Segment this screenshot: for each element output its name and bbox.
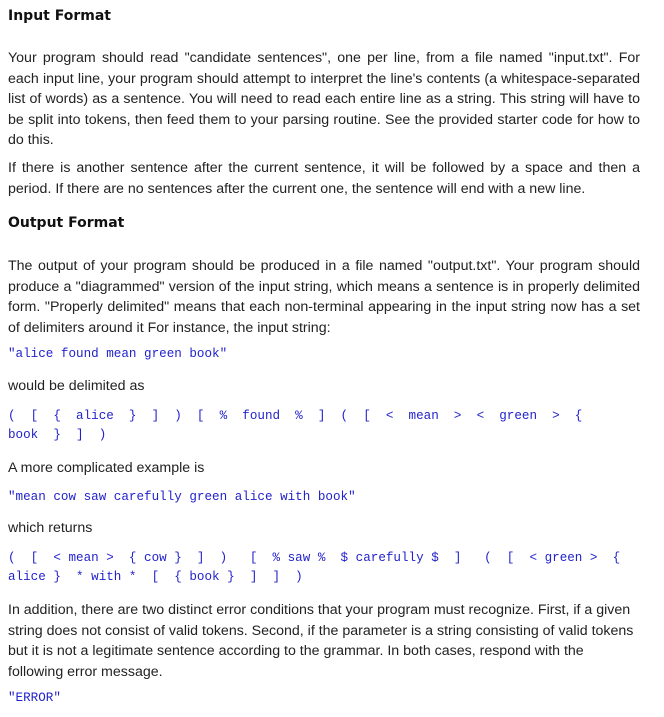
example-2-caption: which returns (8, 520, 93, 536)
output-format-paragraph-1: The output of your program should be produced in a file named "output.txt". Your program should produce a "diagrammed" version of the input string, which means a sentence is in properly delimited form. "Properly delimited" means that each non-terminal appearing in the input string now has a set of delimiters around it For instance, the input string: (8, 258, 640, 336)
output-format-heading: Output Format (8, 215, 125, 231)
error-conditions-paragraph: In addition, there are two distinct error conditions that your program must recognize. First, if a given string does not consist of valid tokens. Second, if the parameter is a string consisting of valid tokens but it is not a legitimate sentence according to the grammar. In both cases, respond with the following error message. (8, 602, 634, 680)
error-message-code: "ERROR" (8, 691, 61, 705)
example-1-output-line-2: book } ] ) (8, 428, 107, 442)
example-2-output-line-1: ( [ < mean > { cow } ] ) [ % saw % $ carefully $ ] ( [ < green > { (8, 551, 621, 565)
example-1-input-code: "alice found mean green book" (8, 347, 228, 361)
input-format-heading: Input Format (8, 8, 111, 24)
example-1-caption: would be delimited as (8, 378, 145, 394)
input-format-paragraph-2: If there is another sentence after the current sentence, it will be followed by a space and then a period. If there are no sentences after the current one, the sentence will end with a new line. (8, 160, 640, 197)
complex-example-intro: A more complicated example is (8, 460, 205, 476)
example-2-input-code: "mean cow saw carefully green alice with book" (8, 490, 356, 504)
example-1-output-line-1: ( [ { alice } ] ) [ % found % ] ( [ < mean > < green > { (8, 409, 583, 423)
example-2-output-line-2: alice } * with * [ { book } ] ] ) (8, 570, 303, 584)
input-format-paragraph-1: Your program should read "candidate sentences", one per line, from a file named "input.txt". For each input line, your program should attempt to interpret the line's contents (a whitespace-separated list of words) as a sentence. You will need to read each entire line as a string. This string will have to be split into tokens, then feed them to your parsing routine. See the provided starter code for how to do this. (8, 50, 640, 148)
